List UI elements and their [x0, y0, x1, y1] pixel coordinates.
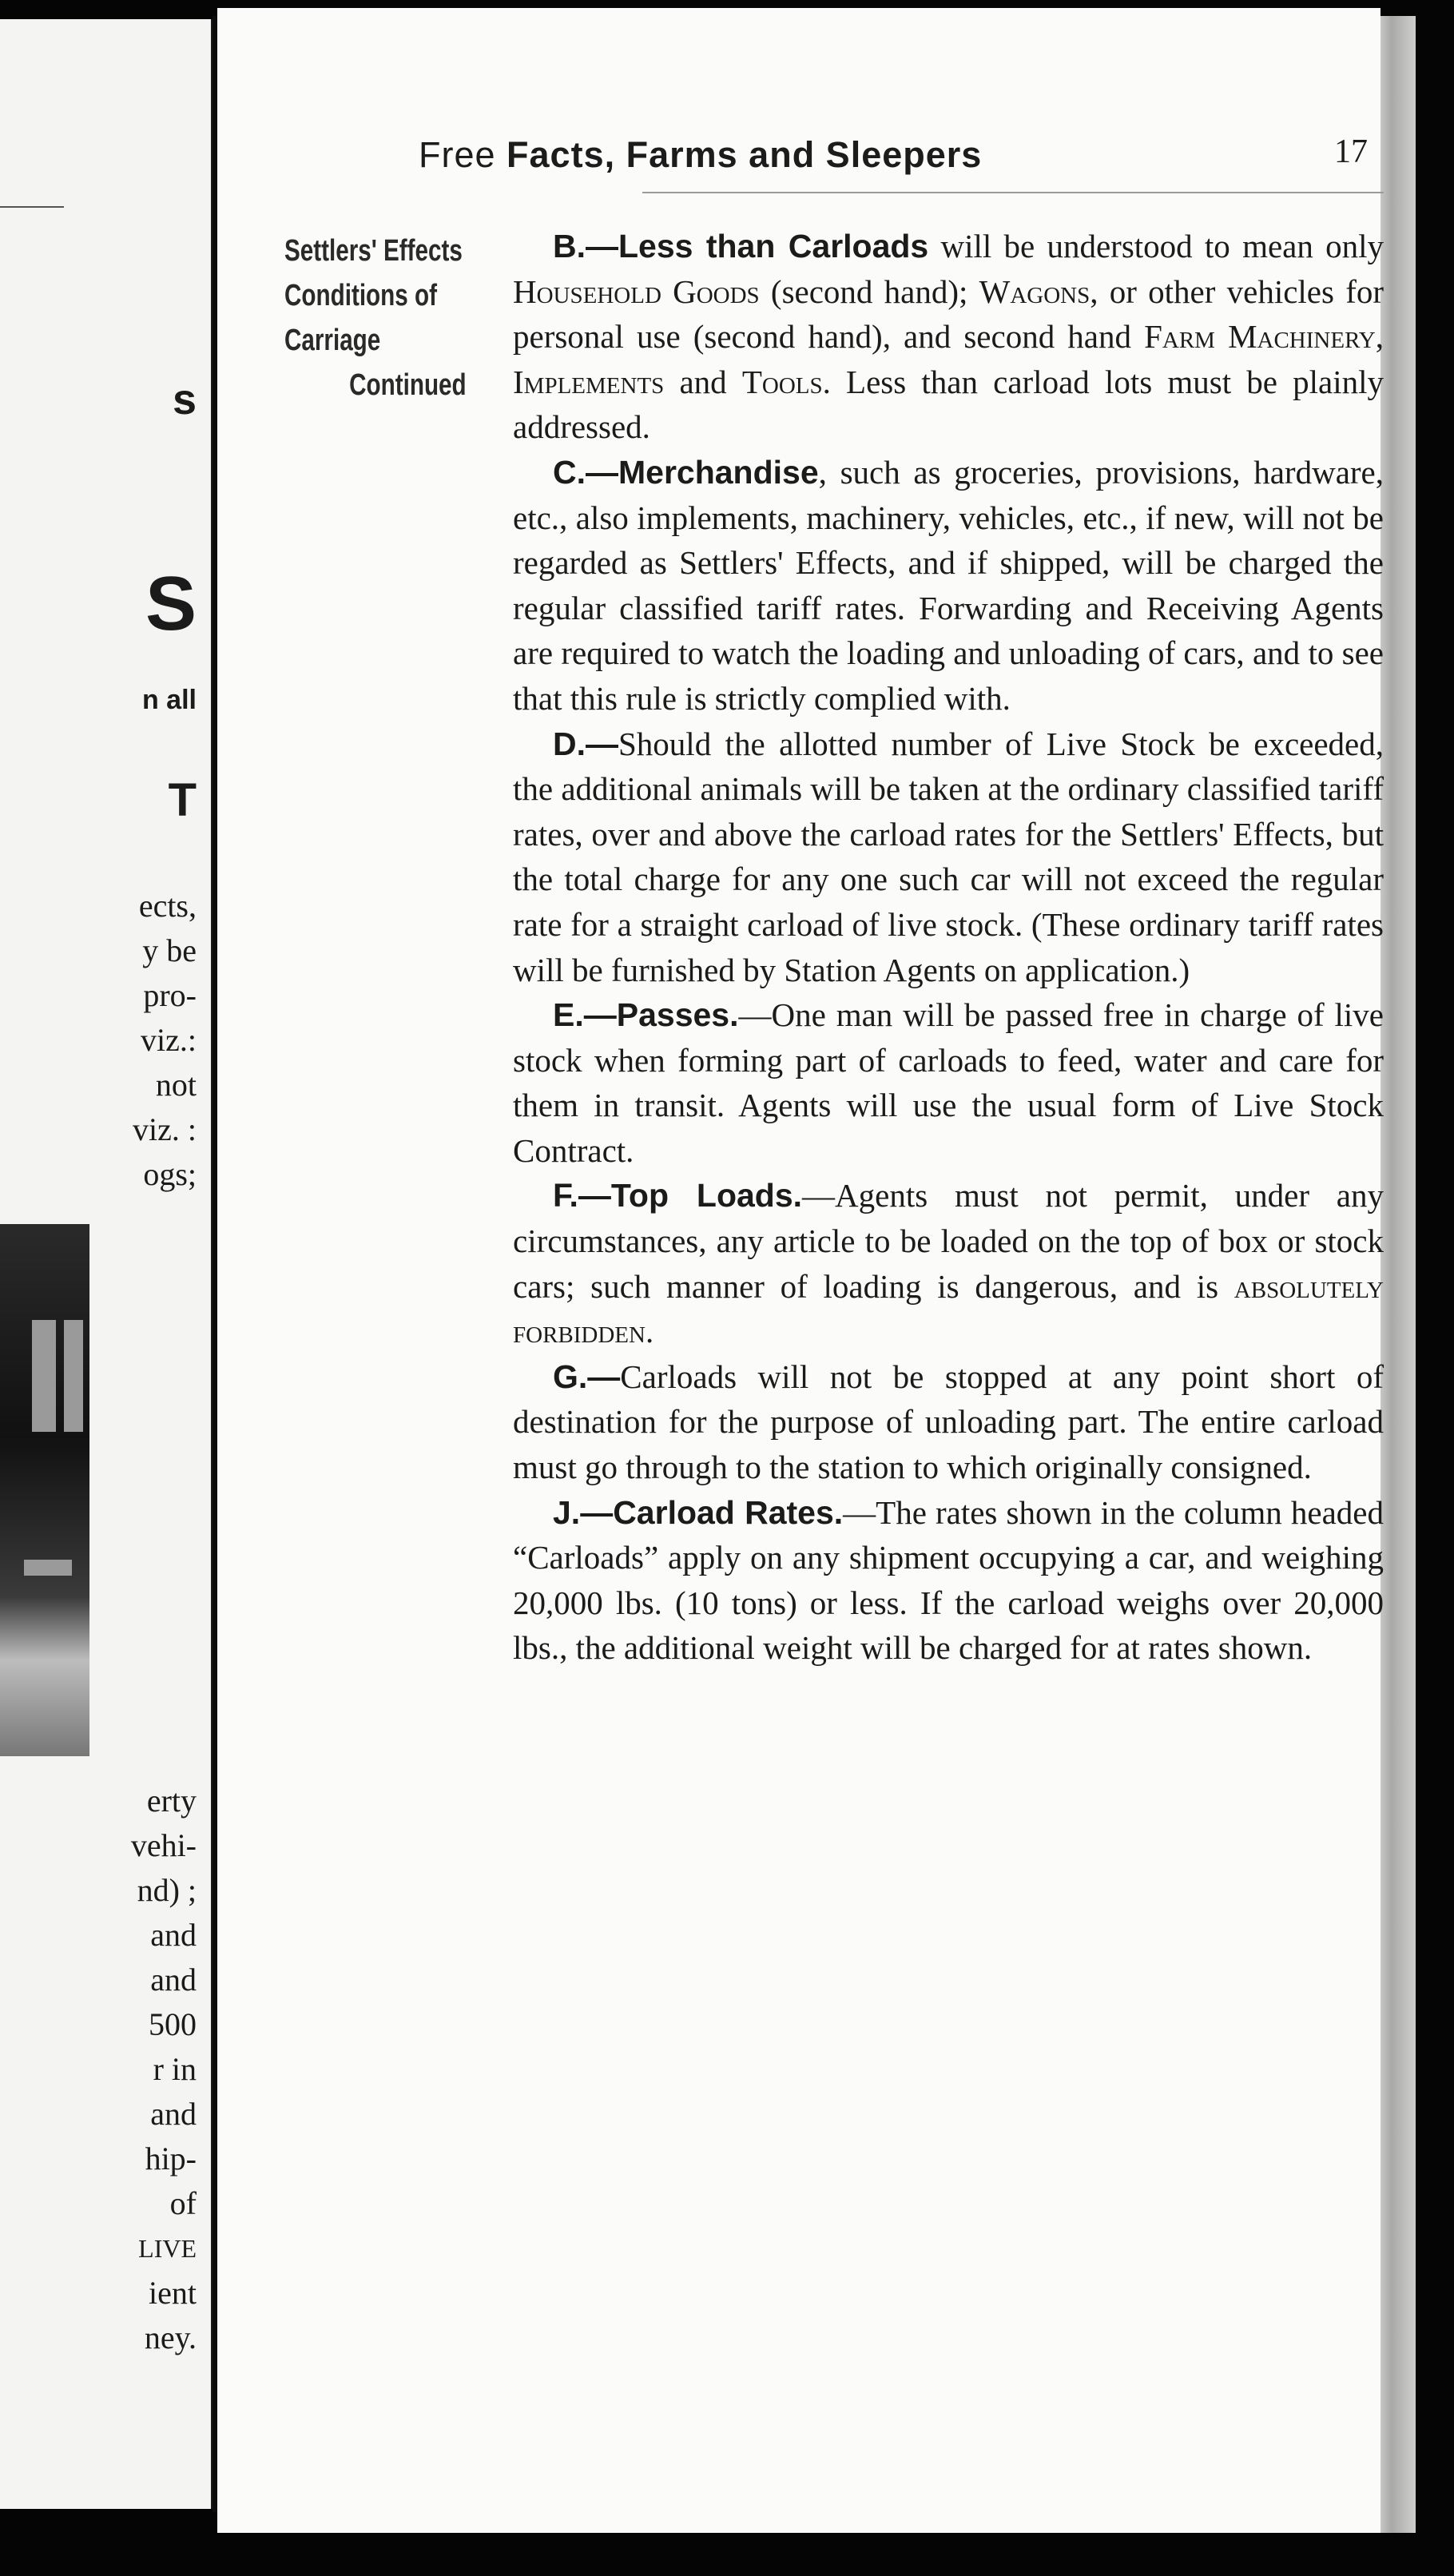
- page-header: [419, 134, 1377, 198]
- left-page-rule: [0, 206, 64, 208]
- left-page-photo: [0, 1224, 89, 1756]
- paragraph-text: . Less than carload lots must be plainly addressed.: [513, 363, 1384, 446]
- paragraph-label: B.—: [553, 228, 618, 264]
- paragraph-text: —One man will be passed free in charge of live stock when forming part of carloads to feed, water and care for them in transit. Agents will use the usual form of Live Stock Contract.: [513, 996, 1384, 1169]
- paragraph-heading: Merchandise: [618, 453, 819, 491]
- left-fragment: and: [150, 2096, 197, 2132]
- paragraph-smallcaps: absolutely forbidden: [513, 1267, 1384, 1350]
- paragraph-d: [513, 722, 1384, 993]
- left-fragment: LIVE: [138, 2234, 197, 2263]
- paragraph-heading: Carload Rates.: [613, 1493, 844, 1531]
- paragraph-label: D.—: [553, 725, 618, 762]
- left-fragment: not: [155, 1067, 197, 1103]
- left-fragment: nd) ;: [137, 1872, 197, 1908]
- left-fragment: ects,: [138, 888, 197, 924]
- margin-note-line: Conditions of: [284, 279, 437, 312]
- paragraph-smallcaps: Farm Machinery, Implements: [513, 318, 1384, 400]
- paragraph-smallcaps: Household Goods: [513, 272, 760, 310]
- paragraph-c: [513, 450, 1384, 722]
- paragraph-label: E.—: [553, 996, 617, 1034]
- paragraph-text: , such as groceries, provisions, hardware, etc., also implements, machinery, vehicles, etc., if new, will not be regarded as Settlers' Effects, and if shipped, will be charged the regular classified tariff rates. Forwarding and Receiving Agents are required to watch the loading and unloading of cars, and to see that this rule is strictly complied with.: [513, 453, 1384, 717]
- paragraph-heading: Passes.: [616, 996, 739, 1034]
- paragraph-text: and: [664, 363, 742, 400]
- paragraph-b: [513, 224, 1384, 450]
- left-fragment: of: [169, 2185, 197, 2221]
- left-fragment: pro-: [143, 977, 197, 1013]
- running-title-bold: Facts, Farms and Sleepers: [507, 134, 983, 175]
- left-fragment: and: [150, 1962, 197, 1998]
- left-fragment: 500: [149, 2006, 197, 2042]
- left-fragment: viz. :: [133, 1111, 197, 1147]
- left-fragment: y be: [142, 932, 197, 968]
- running-title: [419, 134, 982, 176]
- paragraph-text: —The rates shown in the column headed “Carloads” apply on any shipment occupying a car, and weighing 20,000 lbs. (10 tons) or less. If the carload weighs over 20,000 lbs., the additional weight will be charged for at rates shown.: [513, 1493, 1384, 1667]
- main-page: [217, 8, 1384, 2533]
- margin-note-line: Continued: [349, 368, 467, 402]
- header-rule: [642, 192, 1384, 193]
- left-fragment: hip-: [145, 2141, 197, 2176]
- left-fragment: T: [168, 774, 197, 826]
- paragraph-f: [513, 1173, 1384, 1354]
- paragraph-smallcaps: Tools: [741, 363, 823, 400]
- left-fragment: S: [145, 561, 197, 646]
- paragraph-label: F.—: [553, 1177, 611, 1214]
- left-fragment: and: [150, 1917, 197, 1953]
- left-fragment: r in: [153, 2051, 197, 2087]
- paragraph-label: G.—: [553, 1358, 621, 1395]
- paragraph-text: will be understood to mean only: [928, 228, 1384, 264]
- left-fragment: ney.: [144, 2320, 197, 2355]
- left-fragment: s: [172, 376, 197, 423]
- paragraph-text: Should the allotted number of Live Stock be exceeded, the additional animals will be taken at the ordinary classified tariff rates, over and above the carload rates for the Settlers' Effects, but the total charge for any one such car will not exceed the regular rate for a straight carload of live stock. (These ordinary tariff rates will be furnished by Station Agents on application.): [513, 725, 1384, 988]
- page-number: 17: [1334, 133, 1368, 170]
- left-fragment: n all: [141, 685, 197, 715]
- paragraph-text: .: [645, 1313, 654, 1350]
- left-fragment: ient: [149, 2275, 197, 2311]
- margin-note: [284, 229, 467, 407]
- paragraph-j: [513, 1490, 1384, 1671]
- paragraph-e: [513, 992, 1384, 1173]
- left-fragment: vehi-: [130, 1827, 197, 1863]
- paragraph-text: (second hand);: [759, 272, 979, 310]
- previous-page-fragment: [0, 19, 216, 2509]
- paragraph-text: Carloads will not be stopped at any point short of destination for the purpose of unloading part. The entire carload must go through to the station to which originally consigned.: [513, 1358, 1384, 1486]
- paragraph-text: , or other vehicles for personal use (second hand), and second hand: [513, 272, 1384, 356]
- left-fragment: ogs;: [143, 1156, 197, 1192]
- paragraph-text: —Agents must not permit, under any circumstances, any article to be loaded on the top of box or stock cars; such manner of loading is dangerous, and is: [513, 1177, 1384, 1305]
- paragraph-smallcaps: Wagons: [979, 272, 1090, 310]
- paragraph-label: J.—: [553, 1493, 614, 1531]
- left-fragment: erty: [146, 1783, 197, 1819]
- paragraph-heading: Less than Carloads: [618, 228, 929, 264]
- left-fragment: viz.:: [141, 1022, 197, 1058]
- body-text: [513, 224, 1384, 1671]
- margin-note-line: Settlers' Effects: [284, 234, 463, 268]
- paragraph-label: C.—: [553, 453, 618, 491]
- paragraph-g: [513, 1354, 1384, 1490]
- paragraph-heading: Top Loads.: [610, 1177, 803, 1214]
- margin-note-line: Carriage: [284, 324, 381, 357]
- running-title-light: Free: [419, 134, 496, 175]
